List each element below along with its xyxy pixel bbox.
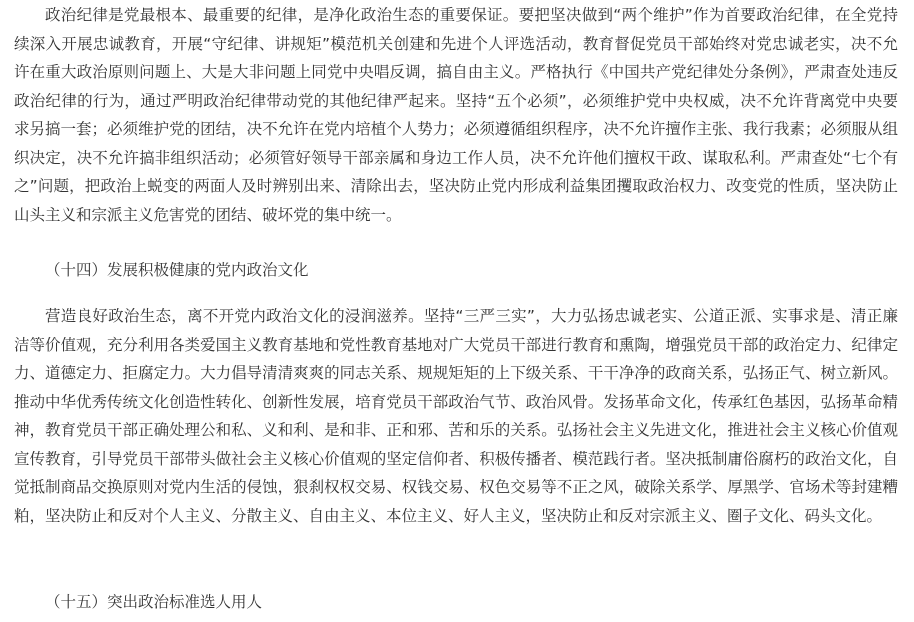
section-heading-15: （十五）突出政治标准选人用人	[45, 593, 263, 611]
section-heading-14: （十四）发展积极健康的党内政治文化	[45, 261, 309, 279]
paragraph-political-culture: 营造良好政治生态，离不开党内政治文化的浸润滋养。坚持“三严三实”，大力弘扬忠诚老实、公道正派、实事求是、清正廉洁等价值观，充分利用各类爱国主义教育基地和党性教育基地对广大党员干部进行教育和熏陶，增强党员干部的政治定力、纪律定力、道德定力、拒腐定力。大力倡导清清爽爽的同志关系、规规矩矩的上下级关系、干干净净的政商关系，弘扬正气、树立新风。推动中华优秀传统文化创造性转化、创新性发展，培育党员干部政治气节、政治风骨。发扬革命文化，传承红色基因，弘扬革命精神，教育党员干部正确处理公和私、义和利、是和非、正和邪、苦和乐的关系。弘扬社会主义先进文化，推进社会主义核心价值观宣传教育，引导党员干部带头做社会主义核心价值观的坚定信仰者、积极传播者、模范践行者。坚决抵制庸俗腐朽的政治文化，自觉抵制商品交换原则对党内生活的侵蚀，狠刹权权交易、权钱交易、权色交易等不正之风，破除关系学、厚黑学、官场术等封建糟粕，坚决防止和反对个人主义、分散主义、自由主义、本位主义、好人主义，坚决防止和反对宗派主义、圈子文化、码头文化。	[14, 307, 898, 525]
paragraph-political-discipline: 政治纪律是党最根本、最重要的纪律，是净化政治生态的重要保证。要把坚决做到“两个维护”作为首要政治纪律，在全党持续深入开展忠诚教育，开展“守纪律、讲规矩”模范机关创建和先进个人评选活动，教育督促党员干部始终对党忠诚老实，决不允许在重大政治原则问题上、大是大非问题上同党中央唱反调，搞自由主义。严格执行《中国共产党纪律处分条例》，严肃查处违反政治纪律的行为，通过严明政治纪律带动党的其他纪律严起来。坚持“五个必须”，必须维护党中央权威，决不允许背离党中央要求另搞一套；必须维护党的团结，决不允许在党内培植个人势力；必须遵循组织程序，决不允许擅作主张、我行我素；必须服从组织决定，决不允许搞非组织活动；必须管好领导干部亲属和身边工作人员，决不允许他们擅权干政、谋取私利。严肃查处“七个有之”问题，把政治上蜕变的两面人及时辨别出来、清除出去，坚决防止党内形成利益集团攫取政治权力、改变党的性质，坚决防止山头主义和宗派主义危害党的团结、破坏党的集中统一。	[14, 6, 898, 224]
